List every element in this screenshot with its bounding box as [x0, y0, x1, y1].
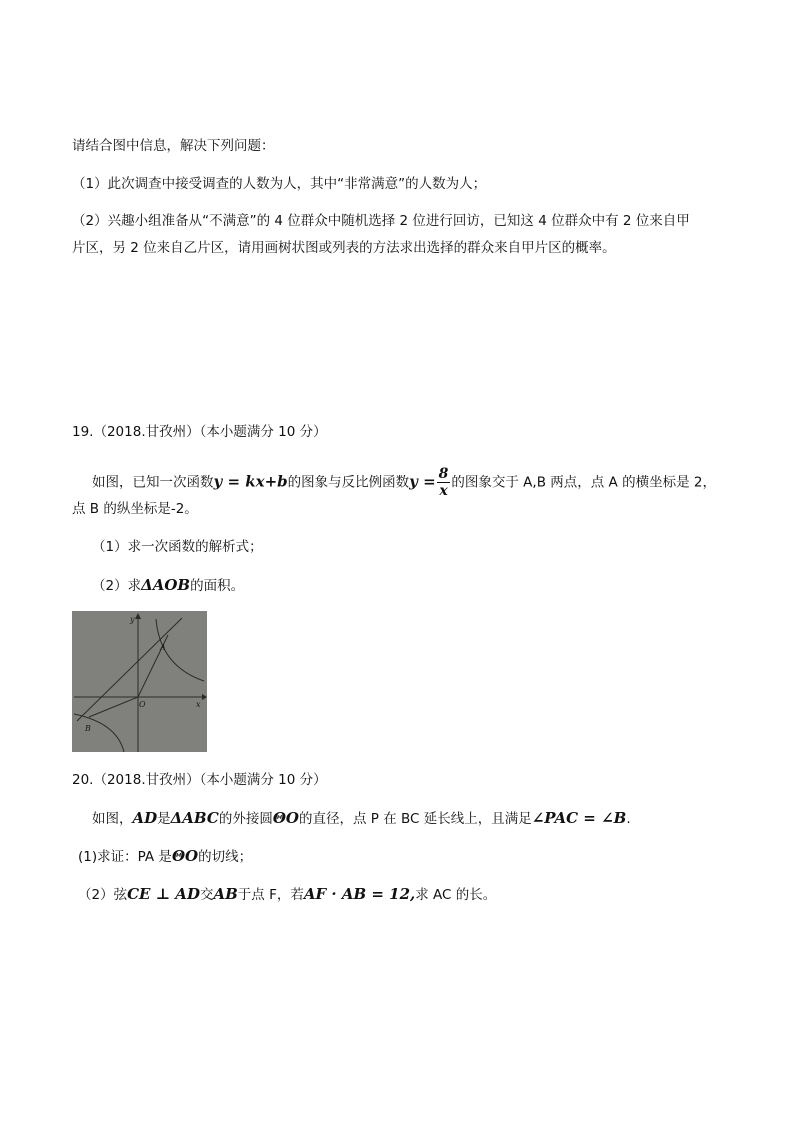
label-o: O — [139, 700, 146, 709]
figure-texture — [72, 611, 207, 752]
q19-statement-line2: 点 B 的纵坐标是-2。 — [72, 501, 198, 517]
q19-linear-equation: y = kx+b — [213, 472, 288, 491]
q20-text-2: 是 — [157, 811, 171, 827]
q20-text-1: 如图， — [92, 811, 133, 827]
label-b: B — [85, 724, 91, 733]
q20-math-angle: ∠PAC = ∠B — [531, 809, 627, 827]
q19-inverse-lhs: y = — [409, 472, 436, 491]
q18-part2-line1: （2）兴趣小组准备从“不满意”的 4 位群众中随机选择 2 位进行回访，已知这 4 位群众中有 2 位来自甲 — [72, 213, 690, 229]
q19-text-2: 的图象与反比例函数 — [287, 474, 410, 491]
label-a: A — [160, 643, 166, 652]
q19-fraction-numerator: 8 — [438, 466, 449, 482]
label-y: y — [130, 615, 135, 624]
q19-part2 — [92, 575, 244, 596]
q20-part2-text-c: 于点 F，若 — [237, 887, 304, 903]
q18-part1: （1）此次调查中接受调查的人数为人，其中“非常满意”的人数为人； — [72, 176, 487, 192]
q18-intro: 请结合图中信息，解决下列问题： — [72, 138, 275, 154]
q19-part1: （1）求一次函数的解析式； — [92, 539, 263, 555]
q20-text-3: 的外接圆 — [218, 811, 273, 827]
q20-math-ad: AD — [132, 809, 158, 827]
q20-part2-perp: CE ⊥ AD — [127, 885, 200, 903]
q19-figure — [72, 611, 207, 752]
q20-part1 — [78, 846, 252, 867]
q20-text-4: 的直径，点 P 在 BC 延长线上，且满足 — [298, 811, 532, 827]
q20-part2-text-a: （2）弦 — [78, 887, 128, 903]
q20-header: 20.（2018.甘孜州）（本小题满分 10 分） — [72, 772, 327, 788]
q19-triangle-aob: ΔAOB — [141, 576, 191, 594]
q20-part2-text-b: 交 — [199, 887, 214, 903]
q20-math-triangle: ΔABC — [170, 809, 219, 827]
q19-text-1: 如图，已知一次函数 — [92, 474, 214, 491]
q20-part1-text-b: 的切线； — [198, 849, 253, 865]
q19-text-3: 的图象交于 A,B 两点，点 A 的横坐标是 2， — [451, 474, 716, 491]
q20-math-circle: ΘO — [272, 809, 299, 827]
q20-part1-text-a: (1)求证：PA 是 — [78, 849, 172, 865]
q20-statement — [92, 808, 631, 829]
q19-part2-text-a: （2）求 — [92, 578, 142, 594]
q20-part1-circle: ΘO — [171, 847, 199, 865]
q19-header: 19.（2018.甘孜州）（本小题满分 10 分） — [72, 424, 327, 440]
label-x: x — [196, 700, 201, 709]
q19-fraction — [437, 466, 451, 499]
q20-part2 — [78, 884, 496, 905]
q20-text-5: . — [626, 811, 631, 827]
q20-part2-ab: AB — [213, 885, 238, 903]
q19-part2-text-b: 的面积。 — [190, 578, 245, 594]
q19-fraction-denominator: x — [439, 483, 448, 499]
q18-part2-line2: 片区，另 2 位来自乙片区，请用画树状图或列表的方法求出选择的群众来自甲片区的概率。 — [72, 240, 616, 256]
q20-part2-text-d: 求 AC 的长。 — [415, 887, 497, 903]
q20-part2-product: AF · AB = 12, — [303, 885, 416, 903]
q19-statement — [92, 466, 716, 499]
